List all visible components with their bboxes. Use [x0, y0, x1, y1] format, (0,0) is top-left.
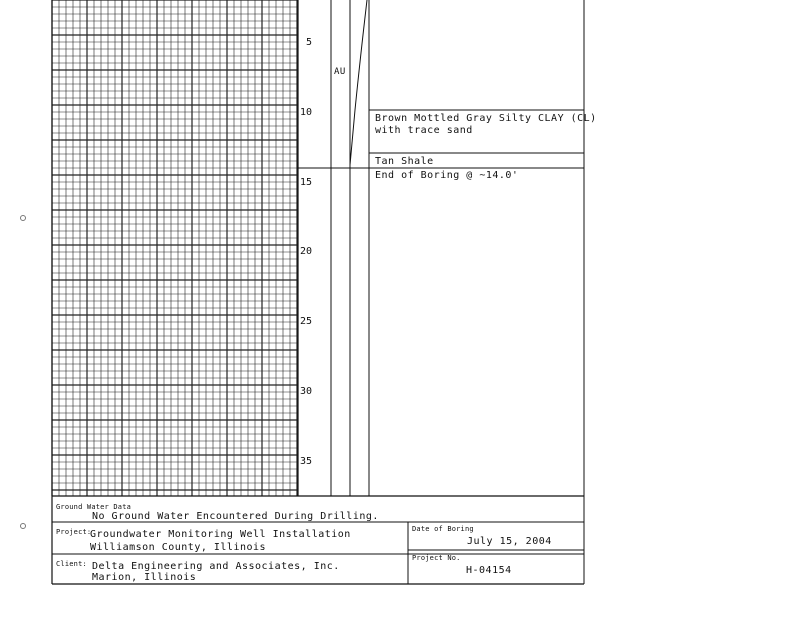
client-label: Client:: [56, 560, 87, 568]
client-name: Delta Engineering and Associates, Inc.: [92, 561, 340, 572]
punch-hole: [20, 523, 26, 529]
project-number-label: Project No.: [412, 554, 461, 562]
project-label: Project:: [56, 528, 92, 536]
date-of-boring-value: July 15, 2004: [467, 536, 552, 547]
stratum-1-description-cont: with trace sand: [375, 125, 473, 136]
date-of-boring-label: Date of Boring: [412, 525, 474, 533]
stratum-1-description: Brown Mottled Gray Silty CLAY (CL): [375, 113, 597, 124]
client-location: Marion, Illinois: [92, 572, 197, 583]
graph-grid: [52, 0, 298, 496]
depth-label-10: 10: [299, 107, 312, 118]
ground-water-value: No Ground Water Encountered During Drilling.: [92, 511, 379, 522]
project-location: Williamson County, Illinois: [90, 542, 267, 553]
depth-label-5: 5: [305, 37, 312, 48]
depth-label-15: 15: [299, 177, 312, 188]
project-number-value: H-04154: [466, 565, 512, 576]
sample-type-label: AU: [334, 67, 346, 77]
punch-hole: [20, 215, 26, 221]
stratum-2-description: Tan Shale: [375, 156, 434, 167]
depth-label-35: 35: [299, 456, 312, 467]
project-title: Groundwater Monitoring Well Installation: [90, 529, 351, 540]
depth-label-20: 20: [299, 246, 312, 257]
ground-water-label: Ground Water Data: [56, 503, 132, 511]
end-of-boring-note: End of Boring @ ~14.0': [375, 170, 519, 181]
depth-label-30: 30: [299, 386, 312, 397]
depth-label-25: 25: [299, 316, 312, 327]
